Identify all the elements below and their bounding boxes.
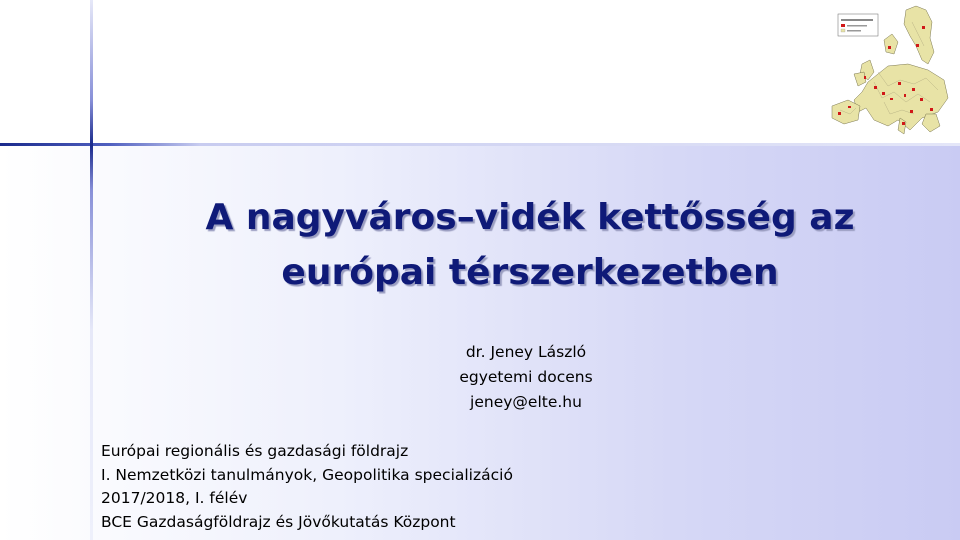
slide-title [130,190,930,300]
course-program: I. Nemzetközi tanulmányok, Geopolitika specializáció [101,465,513,484]
map-legend-box [838,14,878,36]
author-email: jeney@elte.hu [470,393,582,411]
author-name: dr. Jeney László [465,343,587,361]
vertical-accent-line [90,0,93,540]
horizontal-accent-line [0,143,960,146]
europe-region-map-thumbnail [818,2,956,142]
course-institution: BCE Gazdaságföldrajz és Jövőkutatás Központ [101,512,456,531]
author-block [440,340,612,415]
author-position: egyetemi docens [459,368,593,386]
slide-title-line-2: európai térszerkezetben [281,252,779,293]
course-semester: 2017/2018, I. félév [101,489,248,507]
course-title: Európai regionális és gazdasági földrajz [101,442,409,460]
course-info-block [101,440,901,534]
slide-title-line-1: A nagyváros–vidék kettősség az [205,197,855,238]
